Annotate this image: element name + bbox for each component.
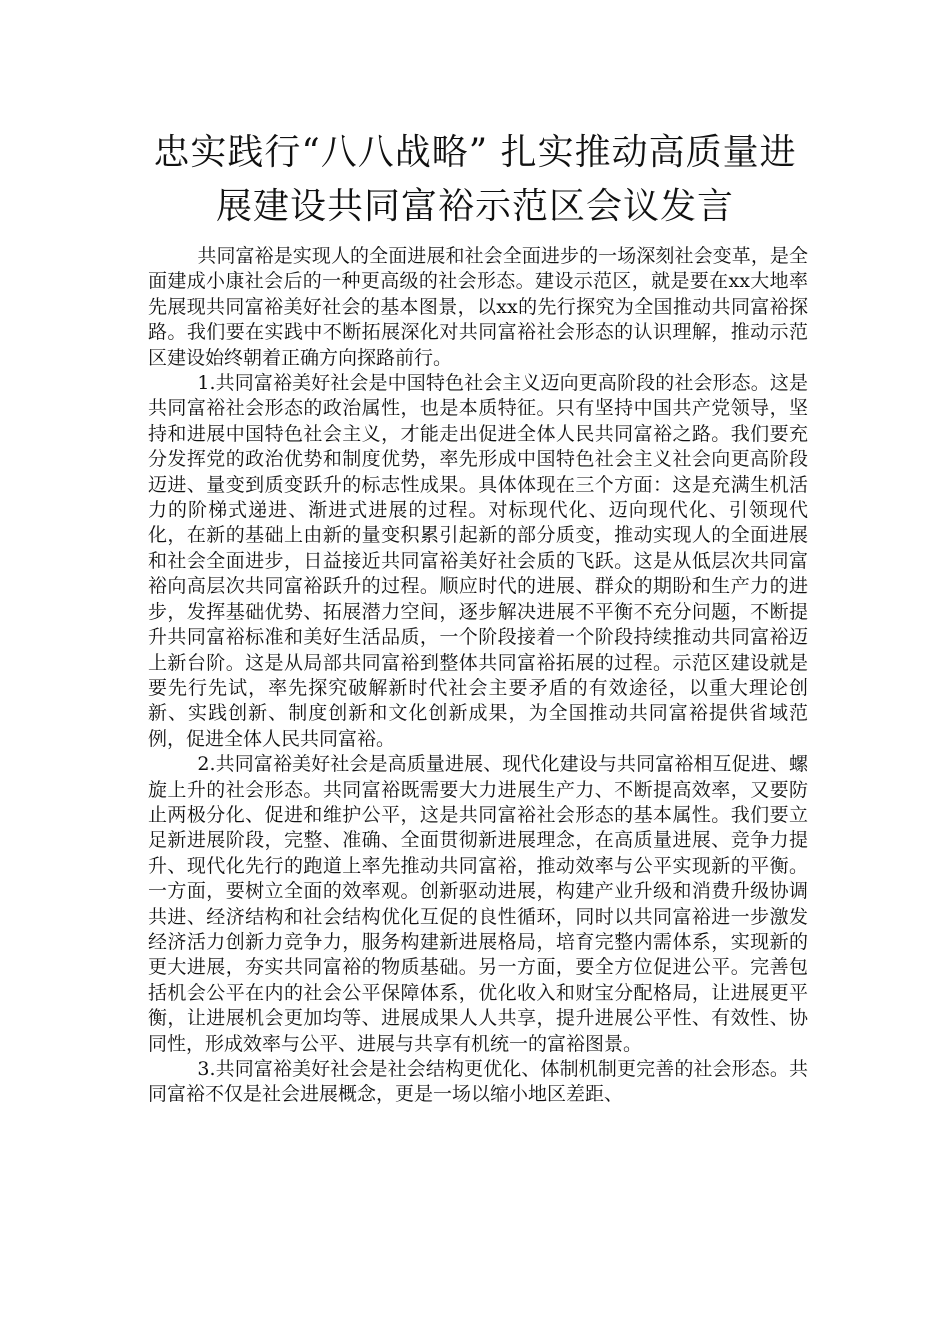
document-title: 忠实践行“八八战略” 扎实推动高质量进展建设共同富裕示范区会议发言 xyxy=(153,132,797,227)
paragraph-intro: 共同富裕是实现人的全面进展和社会全面进步的一场深刻社会变革，是全面建成小康社会后的一种更高级的社会形态。建设示范区，就是要在xx大地率先展现共同富裕美好社会的基本图景，以xx的先行探究为全国推动共同富裕探路。我们要在实践中不断拓展深化对共同富裕社会形态的认识理解，推动示范区建设始终朝着正确方向探路前行。 xyxy=(148,245,808,369)
paragraph-point-1: 1.共同富裕美好社会是中国特色社会主义迈向更高阶段的社会形态。这是共同富裕社会形态的政治属性，也是本质特征。只有坚持中国共产党领导，坚持和进展中国特色社会主义，才能走出促进全体人民共同富裕之路。我们要充分发挥党的政治优势和制度优势，率先形成中国特色社会主义社会向更高阶段迈进、量变到质变跃升的标志性成果。具体体现在三个方面：这是充满生机活力的阶梯式递进、渐进式进展的过程。对标现代化、迈向现代化、引领现代化，在新的基础上由新的量变积累引起新的部分质变，推动实现人的全面进展和社会全面进步，日益接近共同富裕美好社会质的飞跃。这是从低层次共同富裕向高层次共同富裕跃升的过程。顺应时代的进展、群众的期盼和生产力的进步，发挥基础优势、拓展潜力空间，逐步解决进展不平衡不充分问题，不断提升共同富裕标准和美好生活品质，一个阶段接着一个阶段持续推动共同富裕迈上新台阶。这是从局部共同富裕到整体共同富裕拓展的过程。示范区建设就是要先行先试，率先探究破解新时代社会主要矛盾的有效途径，以重大理论创新、实践创新、制度创新和文化创新成果，为全国推动共同富裕提供省域范例，促进全体人民共同富裕。 xyxy=(148,372,808,750)
document-body xyxy=(148,244,808,1108)
paragraph-point-3: 3.共同富裕美好社会是社会结构更优化、体制机制更完善的社会形态。共同富裕不仅是社会进展概念，更是一场以缩小地区差距、 xyxy=(148,1058,808,1106)
paragraph-point-2: 2.共同富裕美好社会是高质量进展、现代化建设与共同富裕相互促进、螺旋上升的社会形态。共同富裕既需要大力进展生产力、不断提高效率，又要防止两极分化、促进和维护公平，这是共同富裕社会形态的基本属性。我们要立足新进展阶段，完整、准确、全面贯彻新进展理念，在高质量进展、竞争力提升、现代化先行的跑道上率先推动共同富裕，推动效率与公平实现新的平衡。一方面，要树立全面的效率观。创新驱动进展，构建产业升级和消费升级协调共进、经济结构和社会结构优化互促的良性循环，同时以共同富裕进一步激发经济活力创新力竞争力，服务构建新进展格局，培育完整内需体系，实现新的更大进展，夯实共同富裕的物质基础。另一方面，要全方位促进公平。完善包括机会公平在内的社会公平保障体系，优化收入和财宝分配格局，让进展更平衡，让进展机会更加均等、进展成果人人共享，提升进展公平性、有效性、协同性，形成效率与公平、进展与共享有机统一的富裕图景。 xyxy=(148,753,808,1055)
